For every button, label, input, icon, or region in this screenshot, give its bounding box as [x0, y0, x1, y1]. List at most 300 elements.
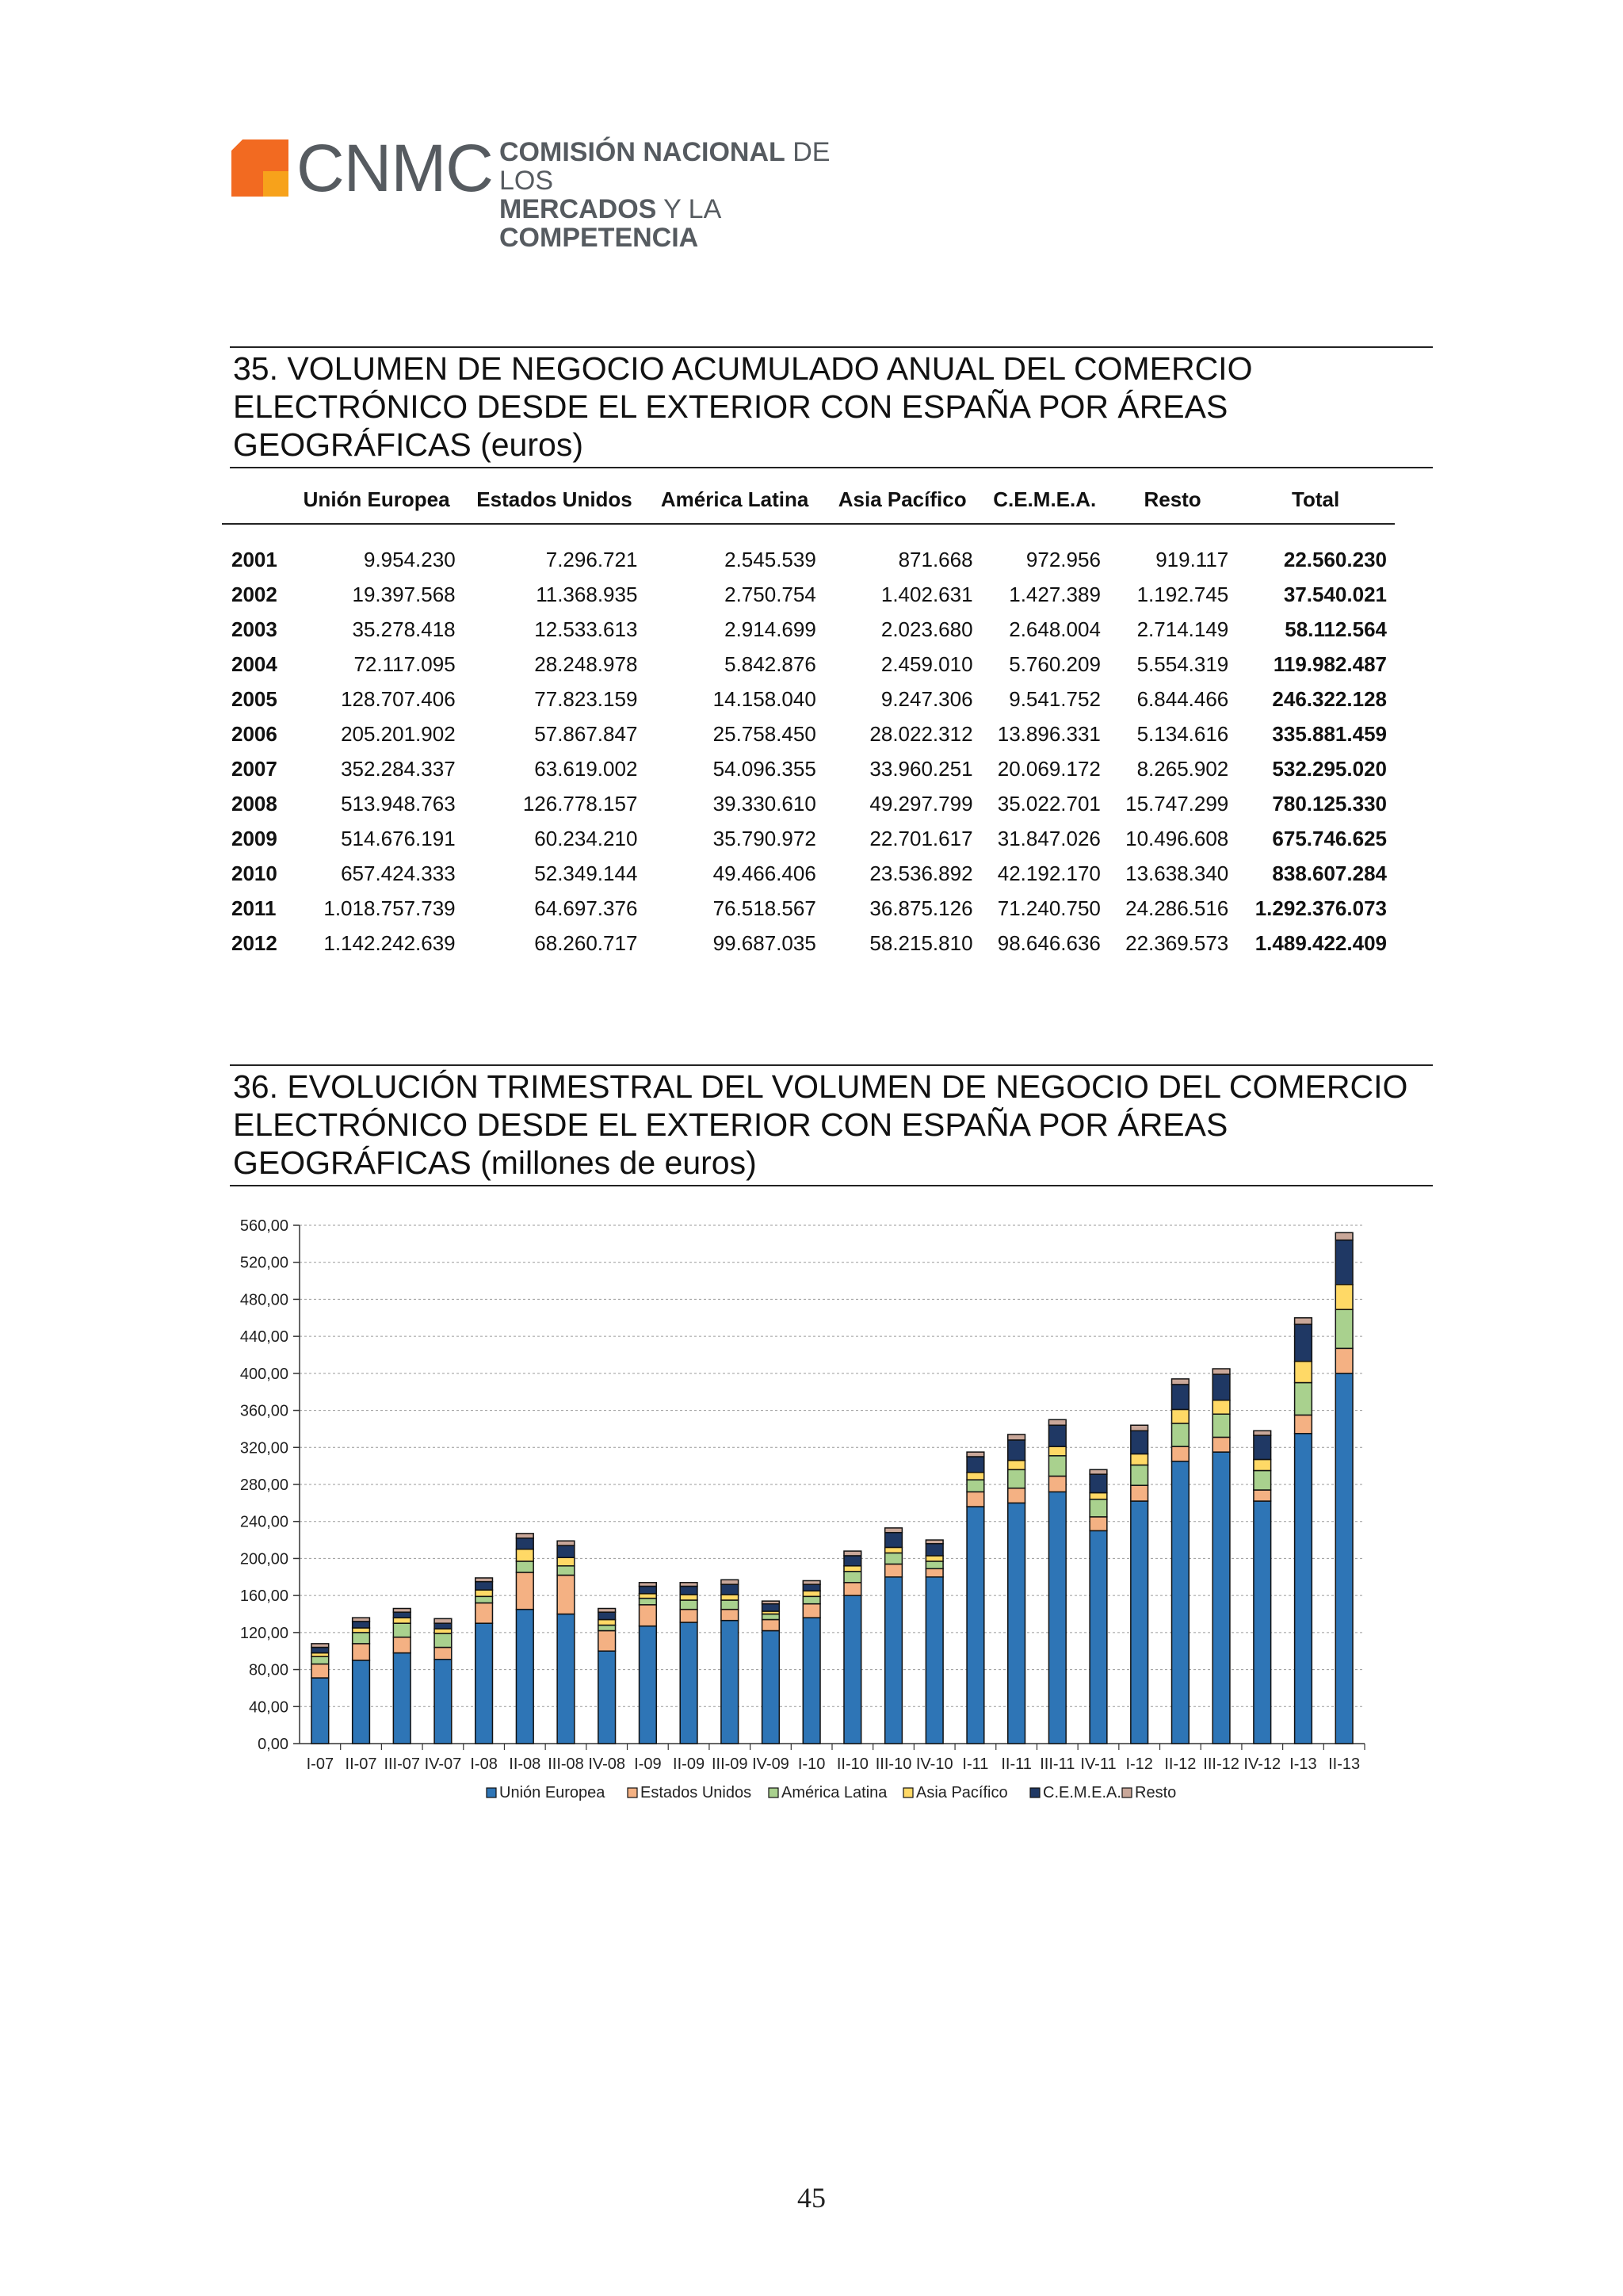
value-cell: 35.022.701: [997, 791, 1101, 816]
bar-segment: [475, 1578, 493, 1582]
bar-segment: [762, 1620, 780, 1631]
value-cell: 13.638.340: [1125, 861, 1229, 885]
bar-segment: [926, 1544, 943, 1556]
y-tick-label: 120,00: [239, 1624, 288, 1642]
x-tick-label: III-08: [548, 1755, 584, 1773]
x-tick-label: IV-09: [752, 1755, 789, 1773]
logo-abbreviation: CNMC: [296, 131, 493, 205]
bar-segment: [967, 1492, 984, 1507]
bar-segment: [926, 1561, 943, 1568]
value-cell: 5.842.876: [724, 651, 816, 676]
bar-segment: [762, 1601, 780, 1604]
bar-segment: [475, 1623, 493, 1744]
bar-segment: [557, 1557, 575, 1566]
bar-segment: [1048, 1425, 1066, 1446]
table-row: [222, 891, 1395, 926]
bar-segment: [1172, 1379, 1190, 1385]
bar-segment: [311, 1664, 329, 1679]
quarterly-volume-chart: [230, 1213, 1379, 1823]
column-header: Resto: [1144, 487, 1201, 511]
bar-segment: [311, 1656, 329, 1664]
bar-segment: [1008, 1435, 1025, 1440]
chart-canvas: [230, 1213, 1379, 1823]
total-cell: 37.540.021: [1283, 582, 1387, 606]
bar-segment: [803, 1580, 820, 1584]
column-header: Asia Pacífico: [838, 487, 967, 511]
bar-segment: [680, 1610, 697, 1622]
chart-title-line: 36. EVOLUCIÓN TRIMESTRAL DEL VOLUMEN DE NEGOCIO DEL COMERCIO: [233, 1068, 1408, 1105]
bar-segment: [1008, 1461, 1025, 1470]
value-cell: 49.297.799: [869, 791, 973, 816]
bar-segment: [680, 1600, 697, 1610]
bar-segment: [844, 1566, 861, 1572]
value-cell: 2.648.004: [1009, 617, 1101, 641]
column-header: [222, 476, 290, 524]
bar-segment: [516, 1549, 533, 1561]
bar-segment: [393, 1612, 411, 1618]
value-cell: 5.554.319: [1136, 651, 1229, 676]
bar-segment: [721, 1610, 739, 1621]
value-cell: 54.096.355: [712, 756, 816, 781]
legend-swatch: [1122, 1788, 1132, 1797]
bar-segment: [967, 1457, 984, 1473]
x-tick-label: II-12: [1164, 1755, 1197, 1773]
bar-segment: [598, 1626, 616, 1631]
value-cell: 5.760.209: [1009, 651, 1101, 676]
value-cell: 42.192.170: [997, 861, 1101, 885]
cnmc-logo: [230, 131, 864, 253]
bar-segment: [1212, 1369, 1230, 1374]
bar-segment: [1254, 1490, 1271, 1501]
logo-line1-light: DE LOS: [499, 137, 831, 196]
bar-segment: [721, 1600, 739, 1610]
total-cell: 1.489.422.409: [1254, 930, 1387, 955]
chart-title-line: GEOGRÁFICAS (millones de euros): [233, 1144, 757, 1181]
value-cell: 39.330.610: [712, 791, 816, 816]
year-cell: 2006: [231, 721, 277, 746]
volume-table: [222, 476, 1395, 961]
bar-segment: [803, 1596, 820, 1603]
y-tick-label: 240,00: [239, 1513, 288, 1531]
bar-segment: [762, 1631, 780, 1744]
bar-segment: [434, 1633, 452, 1648]
bar-segment: [1048, 1476, 1066, 1492]
x-tick-label: IV-08: [588, 1755, 626, 1773]
y-tick-label: 480,00: [239, 1291, 288, 1309]
value-cell: 28.248.978: [534, 651, 638, 676]
value-cell: 77.823.159: [534, 686, 638, 711]
x-tick-label: I-13: [1289, 1755, 1317, 1773]
bar-segment: [1335, 1348, 1353, 1373]
value-cell: 35.790.972: [712, 826, 816, 850]
bar-segment: [1212, 1452, 1230, 1744]
bar-segment: [393, 1637, 411, 1653]
table-title-line: 35. VOLUMEN DE NEGOCIO ACUMULADO ANUAL DEL COMERCIO: [233, 350, 1253, 387]
value-cell: 52.349.144: [534, 861, 638, 885]
bar-segment: [885, 1533, 903, 1548]
x-tick-label: I-11: [962, 1755, 989, 1773]
value-cell: 60.234.210: [534, 826, 638, 850]
page-number: 45: [797, 2182, 826, 2214]
value-cell: 7.296.721: [545, 547, 638, 571]
column-header: Total: [1292, 487, 1340, 511]
x-tick-label: II-08: [509, 1755, 541, 1773]
value-cell: 2.750.754: [724, 582, 816, 606]
x-tick-label: IV-11: [1080, 1755, 1117, 1773]
value-cell: 657.424.333: [341, 861, 456, 885]
x-tick-label: I-09: [634, 1755, 662, 1773]
year-cell: 2010: [231, 861, 277, 885]
value-cell: 1.402.631: [880, 582, 973, 606]
y-tick-label: 80,00: [248, 1661, 288, 1679]
year-cell: 2009: [231, 826, 277, 850]
y-tick-label: 560,00: [239, 1217, 288, 1235]
y-tick-label: 160,00: [239, 1587, 288, 1606]
value-cell: 871.668: [898, 547, 973, 571]
bar-segment: [680, 1622, 697, 1744]
total-cell: 22.560.230: [1283, 547, 1387, 571]
bar-segment: [967, 1452, 984, 1457]
bar-segment: [353, 1622, 370, 1628]
year-cell: 2003: [231, 617, 277, 641]
bar-segment: [516, 1534, 533, 1538]
bar-segment: [1254, 1431, 1271, 1435]
bar-segment: [1335, 1232, 1353, 1240]
bar-segment: [311, 1678, 329, 1744]
total-cell: 246.322.128: [1272, 686, 1387, 711]
bar-segment: [803, 1604, 820, 1618]
x-tick-label: I-12: [1125, 1755, 1153, 1773]
bar-segment: [680, 1583, 697, 1587]
logo-fullname: [499, 138, 864, 252]
bar-segment: [640, 1605, 657, 1626]
total-cell: 780.125.330: [1272, 791, 1387, 816]
value-cell: 1.427.389: [1009, 582, 1101, 606]
bar-segment: [803, 1591, 820, 1596]
bar-segment: [557, 1541, 575, 1545]
bar-segment: [680, 1595, 697, 1600]
value-cell: 1.142.242.639: [323, 930, 456, 955]
bar-segment: [1295, 1318, 1312, 1324]
bar-segment: [475, 1603, 493, 1623]
table-section-title: [230, 346, 1433, 468]
value-cell: 5.134.616: [1136, 721, 1229, 746]
bar-segment: [434, 1660, 452, 1744]
logo-line2-bold2: COMPETENCIA: [499, 223, 699, 253]
bar-segment: [311, 1648, 329, 1653]
year-cell: 2007: [231, 756, 277, 781]
bar-segment: [434, 1623, 452, 1629]
bar-segment: [1335, 1285, 1353, 1310]
value-cell: 9.954.230: [363, 547, 456, 571]
bar-segment: [1295, 1434, 1312, 1744]
value-cell: 68.260.717: [534, 930, 638, 955]
chart-title-line: ELECTRÓNICO DESDE EL EXTERIOR CON ESPAÑA POR ÁREAS: [233, 1106, 1228, 1143]
value-cell: 25.758.450: [712, 721, 816, 746]
bar-segment: [393, 1608, 411, 1612]
value-cell: 972.956: [1025, 547, 1101, 571]
x-tick-label: II-10: [836, 1755, 869, 1773]
y-tick-label: 400,00: [239, 1365, 288, 1383]
value-cell: 1.192.745: [1136, 582, 1229, 606]
bar-segment: [1254, 1459, 1271, 1470]
bar-segment: [1172, 1461, 1190, 1744]
bar-segment: [353, 1660, 370, 1744]
bar-segment: [393, 1623, 411, 1637]
bar-segment: [516, 1561, 533, 1572]
year-cell: 2005: [231, 686, 277, 711]
value-cell: 6.844.466: [1136, 686, 1229, 711]
x-tick-label: IV-12: [1243, 1755, 1281, 1773]
table-row: [222, 577, 1395, 612]
table-row: [222, 716, 1395, 751]
bar-segment: [926, 1577, 943, 1744]
value-cell: 15.747.299: [1125, 791, 1229, 816]
table-row: [222, 682, 1395, 716]
y-tick-label: 440,00: [239, 1328, 288, 1347]
bar-segment: [1008, 1440, 1025, 1461]
bar-segment: [844, 1583, 861, 1595]
logo-line2-bold: MERCADOS: [499, 194, 657, 224]
bar-segment: [1048, 1446, 1066, 1456]
value-cell: 23.536.892: [869, 861, 973, 885]
table-row: [222, 751, 1395, 786]
legend-swatch: [903, 1788, 913, 1797]
value-cell: 352.284.337: [341, 756, 456, 781]
y-tick-label: 520,00: [239, 1254, 288, 1272]
legend-label: América Latina: [781, 1784, 888, 1801]
value-cell: 126.778.157: [522, 791, 638, 816]
bar-segment: [885, 1528, 903, 1533]
bar-segment: [311, 1644, 329, 1648]
value-cell: 28.022.312: [869, 721, 973, 746]
bar-segment: [1048, 1492, 1066, 1744]
x-tick-label: IV-07: [424, 1755, 462, 1773]
table-title-line: ELECTRÓNICO DESDE EL EXTERIOR CON ESPAÑA POR ÁREAS: [233, 388, 1228, 425]
bar-segment: [1254, 1470, 1271, 1490]
bar-segment: [967, 1473, 984, 1480]
value-cell: 10.496.608: [1125, 826, 1229, 850]
table-title-line: GEOGRÁFICAS (euros): [233, 426, 583, 463]
bar-segment: [967, 1507, 984, 1744]
legend-label: C.E.M.E.A.: [1043, 1784, 1121, 1801]
bar-segment: [1090, 1499, 1107, 1517]
legend-swatch: [1030, 1788, 1040, 1797]
value-cell: 98.646.636: [997, 930, 1101, 955]
bar-segment: [1212, 1374, 1230, 1400]
value-cell: 14.158.040: [712, 686, 816, 711]
bar-segment: [1090, 1469, 1107, 1474]
x-tick-label: III-10: [875, 1755, 912, 1773]
bar-segment: [1090, 1530, 1107, 1744]
bar-segment: [516, 1610, 533, 1744]
bar-segment: [640, 1599, 657, 1605]
year-cell: 2002: [231, 582, 277, 606]
table-row: [222, 926, 1395, 961]
bar-segment: [640, 1594, 657, 1599]
value-cell: 2.714.149: [1136, 617, 1229, 641]
bar-segment: [557, 1575, 575, 1614]
bar-segment: [1295, 1383, 1312, 1415]
value-cell: 63.619.002: [534, 756, 638, 781]
x-tick-label: I-08: [470, 1755, 498, 1773]
x-tick-label: I-10: [797, 1755, 826, 1773]
table-row: [222, 612, 1395, 647]
bar-segment: [1090, 1493, 1107, 1499]
bar-segment: [680, 1586, 697, 1595]
value-cell: 514.676.191: [341, 826, 456, 850]
value-cell: 72.117.095: [353, 651, 456, 676]
value-cell: 11.368.935: [536, 582, 638, 606]
year-cell: 2008: [231, 791, 277, 816]
bar-segment: [353, 1633, 370, 1644]
bar-segment: [1295, 1362, 1312, 1383]
value-cell: 2.914.699: [724, 617, 816, 641]
column-header: C.E.M.E.A.: [993, 487, 1097, 511]
bar-segment: [762, 1604, 780, 1611]
value-cell: 128.707.406: [341, 686, 456, 711]
value-cell: 22.701.617: [869, 826, 973, 850]
value-cell: 36.875.126: [869, 896, 973, 920]
bar-segment: [640, 1626, 657, 1744]
bar-segment: [1131, 1485, 1148, 1501]
bar-segment: [721, 1595, 739, 1600]
total-cell: 675.746.625: [1272, 826, 1387, 850]
bar-segment: [393, 1618, 411, 1623]
bar-segment: [721, 1621, 739, 1744]
bar-segment: [1131, 1425, 1148, 1431]
value-cell: 22.369.573: [1125, 930, 1229, 955]
chart-section-title: [230, 1064, 1433, 1186]
value-cell: 13.896.331: [997, 721, 1101, 746]
value-cell: 35.278.418: [352, 617, 456, 641]
bar-segment: [1048, 1456, 1066, 1477]
bar-segment: [721, 1584, 739, 1595]
y-tick-label: 280,00: [239, 1477, 288, 1494]
bar-segment: [1172, 1385, 1190, 1410]
bar-segment: [1335, 1309, 1353, 1348]
value-cell: 49.466.406: [712, 861, 816, 885]
bar-segment: [475, 1590, 493, 1596]
bar-segment: [393, 1653, 411, 1744]
y-tick-label: 320,00: [239, 1439, 288, 1457]
bar-segment: [1212, 1437, 1230, 1452]
bar-segment: [598, 1608, 616, 1612]
bar-segment: [803, 1584, 820, 1591]
value-cell: 919.117: [1155, 547, 1229, 571]
bar-segment: [640, 1583, 657, 1587]
x-tick-label: II-13: [1328, 1755, 1361, 1773]
bar-segment: [1131, 1431, 1148, 1454]
bar-segment: [844, 1572, 861, 1583]
bar-segment: [1131, 1501, 1148, 1744]
y-tick-label: 0,00: [258, 1736, 288, 1753]
total-cell: 1.292.376.073: [1254, 896, 1387, 920]
bar-segment: [1172, 1446, 1190, 1461]
bar-segment: [353, 1628, 370, 1633]
bar-segment: [516, 1572, 533, 1610]
y-tick-label: 200,00: [239, 1550, 288, 1568]
bar-segment: [1048, 1419, 1066, 1425]
y-tick-label: 360,00: [239, 1402, 288, 1420]
cnmc-logo-mark-icon: [231, 139, 288, 197]
bar-segment: [762, 1614, 780, 1620]
legend-label: Unión Europea: [499, 1784, 605, 1801]
x-tick-label: III-09: [711, 1755, 748, 1773]
bar-segment: [475, 1582, 493, 1591]
value-cell: 58.215.810: [869, 930, 973, 955]
bar-segment: [885, 1577, 903, 1744]
bar-segment: [557, 1614, 575, 1744]
bar-segment: [1335, 1373, 1353, 1744]
total-cell: 58.112.564: [1285, 617, 1387, 641]
bar-segment: [1172, 1423, 1190, 1446]
bar-segment: [1131, 1454, 1148, 1465]
bar-segment: [434, 1618, 452, 1623]
value-cell: 2.545.539: [724, 547, 816, 571]
bar-segment: [926, 1556, 943, 1561]
legend-label: Resto: [1135, 1784, 1177, 1801]
value-cell: 76.518.567: [712, 896, 816, 920]
table-row: [222, 524, 1395, 577]
x-tick-label: III-11: [1040, 1755, 1075, 1773]
bar-segment: [434, 1629, 452, 1633]
bar-segment: [353, 1644, 370, 1660]
total-cell: 532.295.020: [1272, 756, 1387, 781]
bar-segment: [1008, 1503, 1025, 1744]
logo-line1-bold: COMISIÓN NACIONAL: [499, 137, 785, 167]
x-tick-label: III-12: [1203, 1755, 1239, 1773]
bar-segment: [557, 1566, 575, 1576]
value-cell: 31.847.026: [997, 826, 1101, 850]
bar-segment: [557, 1545, 575, 1557]
bar-segment: [598, 1620, 616, 1626]
bar-segment: [475, 1596, 493, 1603]
value-cell: 57.867.847: [534, 721, 638, 746]
x-tick-label: II-07: [345, 1755, 377, 1773]
table-row: [222, 821, 1395, 856]
bar-segment: [640, 1586, 657, 1593]
value-cell: 2.459.010: [880, 651, 973, 676]
x-tick-label: I-07: [306, 1755, 334, 1773]
bar-segment: [1008, 1488, 1025, 1503]
value-cell: 19.397.568: [352, 582, 456, 606]
year-cell: 2004: [231, 651, 277, 676]
year-cell: 2012: [231, 930, 277, 955]
legend-label: Asia Pacífico: [916, 1784, 1008, 1801]
x-tick-label: III-07: [384, 1755, 421, 1773]
value-cell: 71.240.750: [997, 896, 1101, 920]
bar-segment: [1008, 1469, 1025, 1488]
y-tick-label: 40,00: [248, 1698, 288, 1717]
x-tick-label: II-09: [673, 1755, 705, 1773]
column-header: Unión Europea: [303, 487, 450, 511]
bar-segment: [598, 1631, 616, 1652]
value-cell: 9.541.752: [1009, 686, 1101, 711]
bar-segment: [1254, 1501, 1271, 1744]
bar-segment: [885, 1547, 903, 1553]
value-cell: 2.023.680: [880, 617, 973, 641]
bar-segment: [885, 1564, 903, 1576]
bar-segment: [885, 1553, 903, 1564]
column-header: América Latina: [660, 487, 809, 511]
table-row: [222, 856, 1395, 891]
bar-segment: [1295, 1324, 1312, 1362]
bar-segment: [803, 1618, 820, 1744]
bar-segment: [1335, 1240, 1353, 1285]
value-cell: 33.960.251: [869, 756, 973, 781]
bar-segment: [844, 1551, 861, 1556]
